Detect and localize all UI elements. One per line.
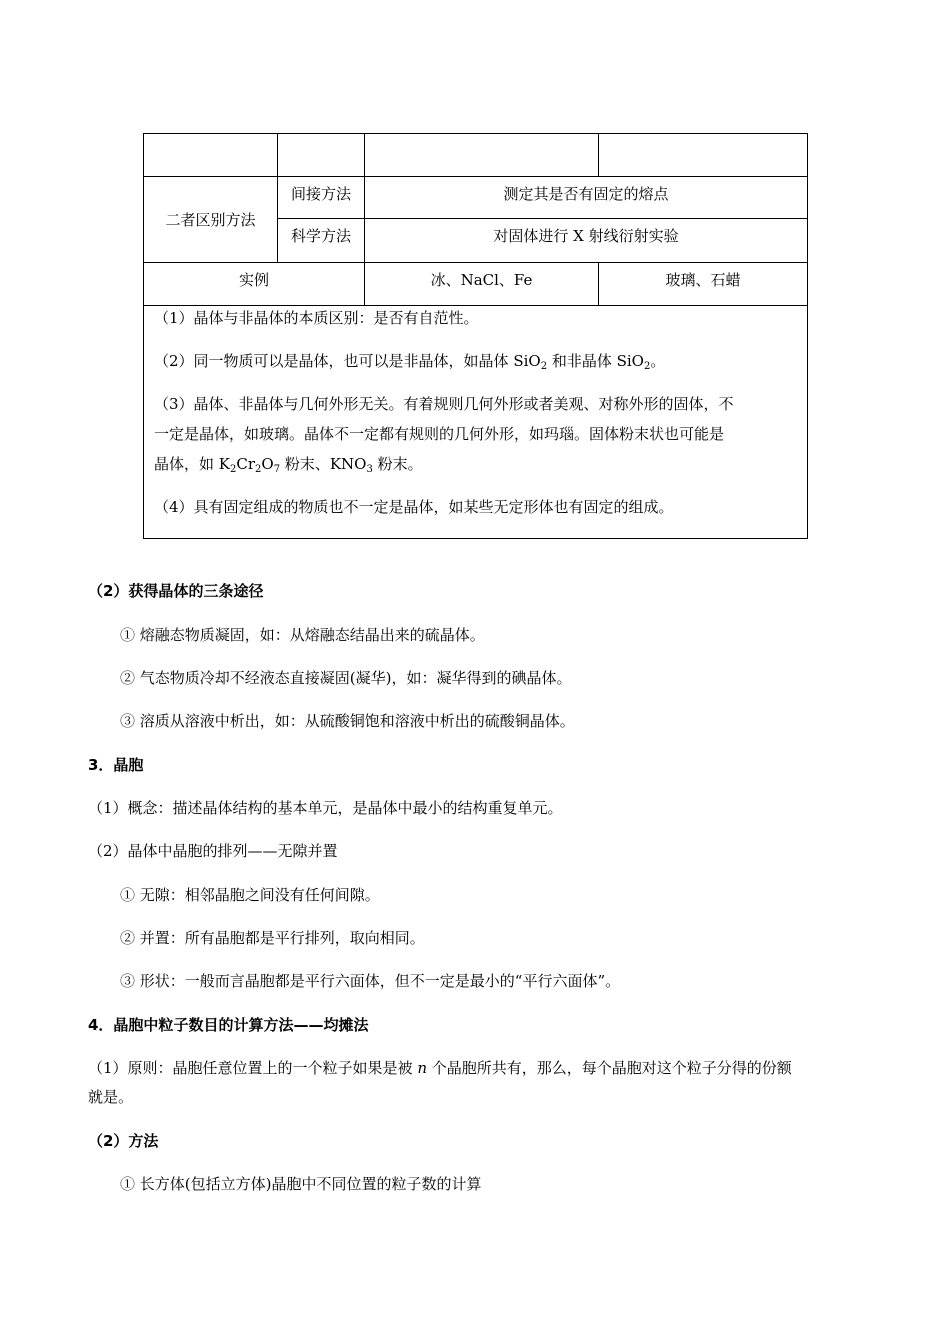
crystal-comparison-table [143, 133, 808, 539]
examples-amorphous: 玻璃、石蜡 [599, 263, 808, 306]
indirect-method-value: 测定其是否有固定的熔点 [365, 177, 808, 219]
scientific-method-value: 对固体进行 X 射线衍射实验 [365, 219, 808, 263]
table-row [144, 306, 808, 539]
paragraph: （2）晶体中晶胞的排列——无隙并置 [88, 842, 338, 860]
indirect-method-label: 间接方法 [278, 177, 365, 219]
examples-label: 实例 [144, 263, 365, 306]
list-item: ② 气态物质冷却不经液态直接凝固(凝华)，如：凝华得到的碘晶体。 [120, 669, 572, 687]
table-cell [599, 134, 808, 177]
examples-crystal: 冰、NaCl、Fe [365, 263, 599, 306]
list-item: ③ 溶质从溶液中析出，如：从硫酸铜饱和溶液中析出的硫酸铜晶体。 [120, 712, 575, 730]
section-heading: （2）方法 [88, 1132, 159, 1150]
table-cell [144, 134, 278, 177]
section-heading: 3．晶胞 [88, 756, 144, 774]
note-3-line-2: 一定是晶体，如玻璃。晶体不一定都有规则的几何外形，如玛瑙。固体粉末状也可能是 [154, 425, 725, 443]
section-heading: （2）获得晶体的三条途径 [88, 582, 264, 600]
note-2: （2）同一物质可以是晶体，也可以是非晶体，如晶体 SiO$_2$ 和非晶体 SiO$_2$。 [154, 352, 666, 372]
list-item: ① 无隙：相邻晶胞之间没有任何间隙。 [120, 886, 380, 904]
list-item: ① 熔融态物质凝固，如：从熔融态结晶出来的硫晶体。 [120, 626, 485, 644]
table-row [144, 177, 808, 219]
note-3-line-1: （3）晶体、非晶体与几何外形无关。有着规则几何外形或者美观、对称外形的固体，不 [154, 395, 734, 413]
table-cell [365, 134, 599, 177]
list-item: ③ 形状：一般而言晶胞都是平行六面体，但不一定是最小的“平行六面体”。 [120, 972, 621, 990]
table-cell [278, 134, 365, 177]
paragraph: （1）原则：晶胞任意位置上的一个粒子如果是被 n 个晶胞所共有，那么，每个晶胞对这个粒子分得的份额 [88, 1059, 792, 1077]
table-row [144, 134, 808, 177]
list-item: ② 并置：所有晶胞都是平行排列，取向相同。 [120, 929, 425, 947]
note-1: （1）晶体与非晶体的本质区别：是否有自范性。 [154, 309, 479, 327]
paragraph: （1）概念：描述晶体结构的基本单元，是晶体中最小的结构重复单元。 [88, 799, 563, 817]
list-item: ① 长方体(包括立方体)晶胞中不同位置的粒子数的计算 [120, 1175, 482, 1193]
note-4: （4）具有固定组成的物质也不一定是晶体，如某些无定形体也有固定的组成。 [154, 498, 674, 516]
scientific-method-label: 科学方法 [278, 219, 365, 263]
paragraph: 就是。 [88, 1088, 134, 1106]
table-row [144, 263, 808, 306]
distinguish-method-label: 二者区别方法 [144, 177, 278, 263]
notes-cell [144, 306, 808, 539]
note-3-line-3: 晶体，如 $K_2Cr_2O_7$ 粉末、$KNO_3$ 粉末。 [154, 455, 423, 475]
section-heading: 4．晶胞中粒子数目的计算方法——均摊法 [88, 1016, 369, 1034]
